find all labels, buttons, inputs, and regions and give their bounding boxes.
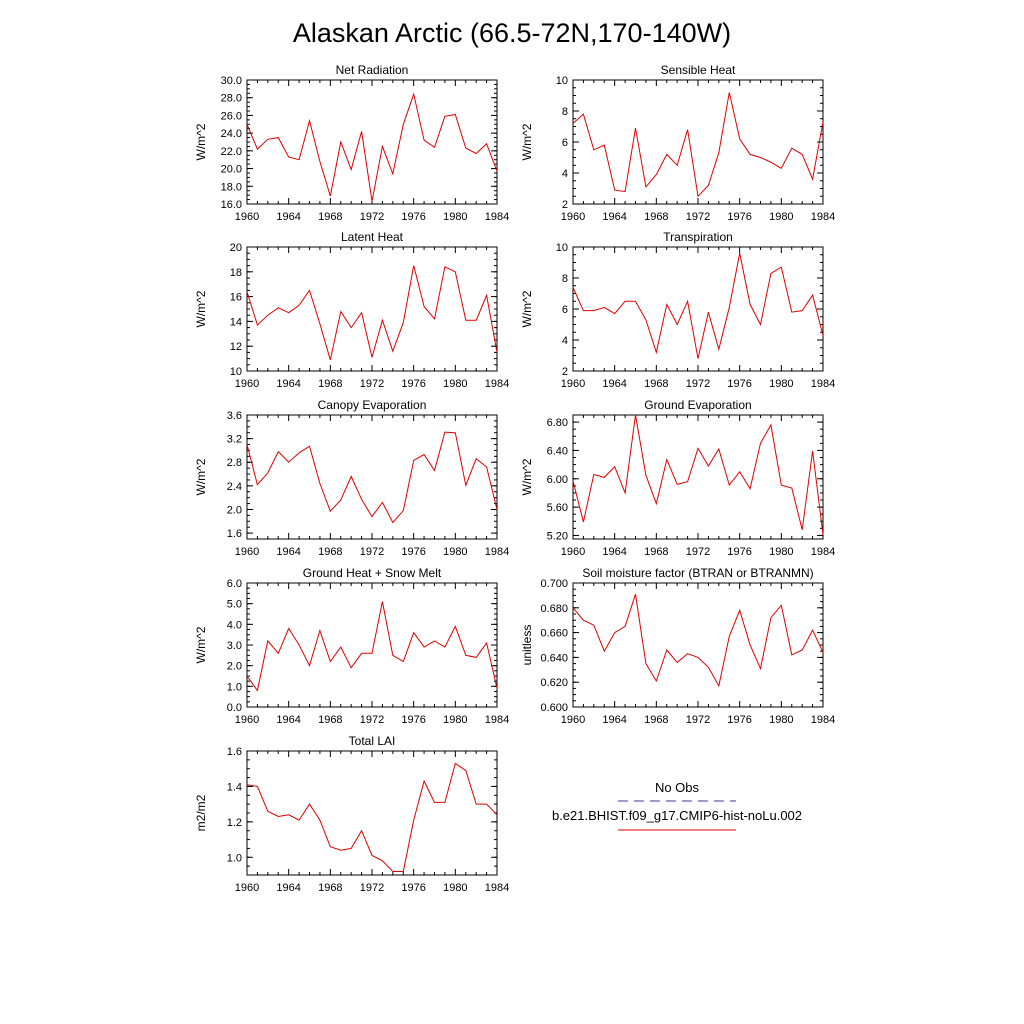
y-tick-label: 18 bbox=[229, 266, 242, 279]
y-tick-label: 16 bbox=[229, 291, 242, 304]
y-tick-label: 4 bbox=[561, 168, 568, 180]
y-tick-label: 1.4 bbox=[226, 781, 242, 794]
y-tick-label: 4 bbox=[561, 335, 568, 347]
y-tick-label: 0.680 bbox=[540, 602, 568, 615]
x-tick-label: 1968 bbox=[644, 211, 669, 223]
x-tick-label: 1976 bbox=[401, 546, 426, 558]
x-tick-label: 1968 bbox=[644, 378, 669, 390]
x-tick-label: 1968 bbox=[318, 211, 343, 223]
x-tick-label: 1984 bbox=[484, 378, 510, 390]
x-tick-label: 1976 bbox=[727, 211, 752, 223]
panel-title: Sensible Heat bbox=[660, 63, 736, 77]
x-tick-label: 1984 bbox=[484, 882, 510, 894]
y-tick-label: 6 bbox=[561, 137, 568, 149]
x-tick-label: 1984 bbox=[810, 211, 836, 223]
y-axis-label: W/m^2 bbox=[194, 290, 208, 328]
y-axis-label: W/m^2 bbox=[194, 123, 208, 161]
x-tick-label: 1980 bbox=[769, 714, 794, 726]
y-axis-label: W/m^2 bbox=[520, 123, 534, 161]
x-tick-label: 1960 bbox=[234, 378, 260, 390]
y-tick-label: 0.0 bbox=[226, 702, 242, 714]
panel-title: Transpiration bbox=[663, 230, 733, 244]
y-tick-label: 8 bbox=[561, 106, 568, 118]
y-tick-label: 2 bbox=[561, 366, 568, 378]
x-tick-label: 1972 bbox=[685, 378, 711, 390]
x-tick-label: 1960 bbox=[234, 882, 260, 894]
y-tick-label: 1.6 bbox=[226, 528, 242, 541]
y-tick-label: 0.660 bbox=[540, 627, 568, 640]
x-tick-label: 1972 bbox=[359, 882, 385, 894]
x-tick-label: 1976 bbox=[727, 714, 752, 726]
x-tick-label: 1964 bbox=[602, 378, 627, 390]
x-tick-label: 1960 bbox=[234, 211, 260, 223]
x-tick-label: 1960 bbox=[234, 546, 260, 558]
y-tick-label: 24.0 bbox=[220, 128, 242, 141]
x-tick-label: 1984 bbox=[484, 714, 510, 726]
x-tick-label: 1984 bbox=[484, 546, 510, 558]
x-tick-label: 1976 bbox=[727, 546, 752, 558]
x-tick-label: 1984 bbox=[810, 714, 836, 726]
x-tick-label: 1964 bbox=[276, 546, 301, 558]
x-tick-label: 1972 bbox=[359, 378, 385, 390]
y-tick-label: 28.0 bbox=[220, 92, 242, 105]
y-axis-label: W/m^2 bbox=[194, 458, 208, 496]
x-tick-label: 1984 bbox=[484, 211, 510, 223]
y-tick-label: 5.0 bbox=[226, 598, 242, 611]
legend-model-label: b.e21.BHIST.f09_g17.CMIP6-hist-noLu.002 bbox=[551, 808, 803, 823]
y-tick-label: 5.60 bbox=[546, 502, 568, 515]
y-tick-label: 0.700 bbox=[540, 578, 568, 590]
x-tick-label: 1972 bbox=[685, 714, 711, 726]
y-tick-label: 2.8 bbox=[226, 457, 242, 470]
x-tick-label: 1964 bbox=[602, 211, 627, 223]
panel-title: Net Radiation bbox=[335, 63, 409, 77]
y-tick-label: 6.00 bbox=[546, 473, 568, 486]
y-tick-label: 10 bbox=[555, 242, 568, 254]
x-tick-label: 1968 bbox=[318, 378, 343, 390]
y-tick-label: 3.2 bbox=[226, 433, 242, 446]
y-tick-label: 26.0 bbox=[220, 110, 242, 123]
x-tick-label: 1968 bbox=[644, 546, 669, 558]
y-tick-label: 20 bbox=[229, 242, 242, 254]
y-tick-label: 14 bbox=[229, 316, 242, 329]
y-axis-label: W/m^2 bbox=[520, 458, 534, 496]
y-tick-label: 3.0 bbox=[226, 640, 242, 652]
x-tick-label: 1980 bbox=[443, 882, 468, 894]
x-tick-label: 1964 bbox=[276, 378, 301, 390]
y-tick-label: 20.0 bbox=[220, 163, 242, 176]
x-tick-label: 1968 bbox=[644, 714, 669, 726]
y-tick-label: 2.4 bbox=[226, 480, 242, 493]
x-tick-label: 1980 bbox=[769, 211, 794, 223]
x-tick-label: 1972 bbox=[359, 546, 385, 558]
y-tick-label: 1.0 bbox=[226, 681, 242, 694]
y-tick-label: 0.600 bbox=[540, 702, 568, 714]
x-tick-label: 1980 bbox=[443, 546, 468, 558]
panel-title: Total LAI bbox=[348, 734, 396, 748]
y-tick-label: 30.0 bbox=[220, 75, 242, 87]
x-tick-label: 1976 bbox=[401, 882, 426, 894]
x-tick-label: 1976 bbox=[401, 378, 426, 390]
y-tick-label: 10 bbox=[229, 366, 242, 378]
y-tick-label: 2 bbox=[561, 199, 568, 211]
y-tick-label: 6.0 bbox=[226, 578, 242, 590]
x-tick-label: 1964 bbox=[276, 714, 301, 726]
x-tick-label: 1972 bbox=[359, 211, 385, 223]
y-tick-label: 0.620 bbox=[540, 677, 568, 690]
y-tick-label: 3.6 bbox=[226, 410, 242, 422]
x-tick-label: 1964 bbox=[602, 714, 627, 726]
panel-title: Canopy Evaporation bbox=[317, 398, 427, 412]
y-tick-label: 1.6 bbox=[226, 746, 242, 758]
x-tick-label: 1960 bbox=[560, 378, 586, 390]
y-tick-label: 5.20 bbox=[546, 530, 568, 543]
y-axis-label: W/m^2 bbox=[520, 290, 534, 328]
x-tick-label: 1980 bbox=[769, 378, 794, 390]
y-tick-label: 6 bbox=[561, 304, 568, 316]
y-axis-label: W/m^2 bbox=[194, 626, 208, 664]
figure-title: Alaskan Arctic (66.5-72N,170-140W) bbox=[292, 18, 732, 48]
y-tick-label: 0.640 bbox=[540, 652, 568, 665]
y-axis-label: unitless bbox=[520, 624, 534, 666]
x-tick-label: 1984 bbox=[810, 378, 836, 390]
x-tick-label: 1968 bbox=[318, 714, 343, 726]
x-tick-label: 1972 bbox=[685, 211, 711, 223]
x-tick-label: 1964 bbox=[276, 882, 301, 894]
y-tick-label: 2.0 bbox=[226, 660, 242, 673]
legend-obs-label: No Obs bbox=[654, 780, 700, 795]
x-tick-label: 1960 bbox=[234, 714, 260, 726]
panel-title: Latent Heat bbox=[340, 230, 404, 244]
x-tick-label: 1960 bbox=[560, 714, 586, 726]
x-tick-label: 1968 bbox=[318, 882, 343, 894]
x-tick-label: 1964 bbox=[276, 211, 301, 223]
panel-title: Ground Evaporation bbox=[644, 398, 752, 412]
y-tick-label: 1.2 bbox=[226, 816, 242, 829]
x-tick-label: 1968 bbox=[318, 546, 343, 558]
x-tick-label: 1980 bbox=[443, 378, 468, 390]
y-tick-label: 8 bbox=[561, 273, 568, 285]
x-tick-label: 1976 bbox=[401, 714, 426, 726]
y-tick-label: 22.0 bbox=[220, 145, 242, 158]
x-tick-label: 1972 bbox=[685, 546, 711, 558]
y-tick-label: 4.0 bbox=[226, 619, 242, 632]
x-tick-label: 1980 bbox=[443, 714, 468, 726]
x-tick-label: 1976 bbox=[727, 378, 752, 390]
panel-title: Soil moisture factor (BTRAN or BTRANMN) bbox=[582, 566, 814, 580]
y-tick-label: 12 bbox=[229, 341, 242, 354]
x-tick-label: 1976 bbox=[401, 211, 426, 223]
y-tick-label: 1.0 bbox=[226, 852, 242, 865]
x-tick-label: 1972 bbox=[359, 714, 385, 726]
y-axis-label: m2/m2 bbox=[194, 794, 208, 832]
y-tick-label: 6.80 bbox=[546, 417, 568, 430]
y-tick-label: 16.0 bbox=[220, 199, 242, 211]
x-tick-label: 1984 bbox=[810, 546, 836, 558]
y-tick-label: 18.0 bbox=[220, 181, 242, 194]
x-tick-label: 1960 bbox=[560, 211, 586, 223]
x-tick-label: 1980 bbox=[443, 211, 468, 223]
y-tick-label: 6.40 bbox=[546, 445, 568, 458]
x-tick-label: 1964 bbox=[602, 546, 627, 558]
x-tick-label: 1960 bbox=[560, 546, 586, 558]
y-tick-label: 2.0 bbox=[226, 504, 242, 517]
x-tick-label: 1980 bbox=[769, 546, 794, 558]
panel-title: Ground Heat + Snow Melt bbox=[302, 566, 442, 580]
y-tick-label: 10 bbox=[555, 75, 568, 87]
